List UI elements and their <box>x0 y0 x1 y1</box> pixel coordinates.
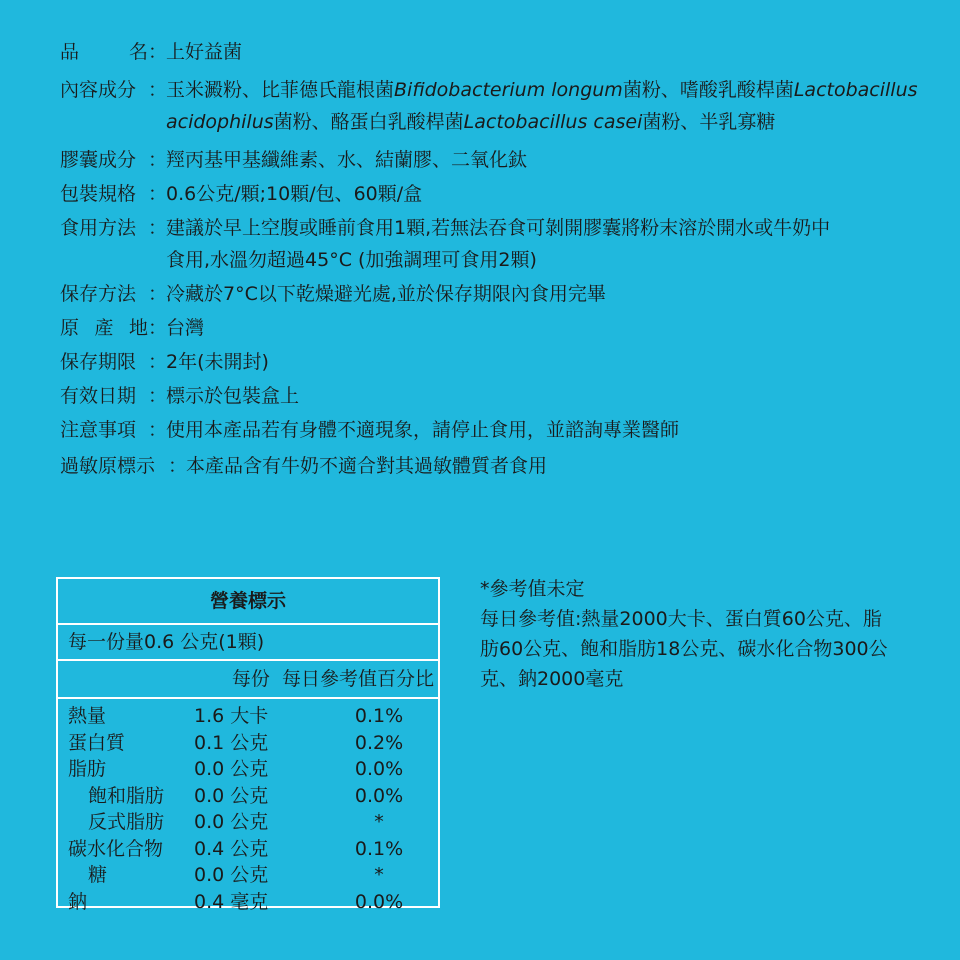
label-usage: 食用方法 <box>60 217 137 239</box>
ingredients-italic-3: acidophilus <box>166 111 274 133</box>
label-name-b: 名 <box>128 41 148 63</box>
allergen-value: 本產品含有牛奶不適合對其過敏體質者食用 <box>186 455 548 477</box>
label-allergen: 過敏原標示 <box>60 455 156 477</box>
nutrition-row <box>58 809 438 836</box>
label-name-a: 品 <box>60 41 80 63</box>
colon: ： <box>148 183 168 205</box>
shelf-life-value: 2年(未開封) <box>166 351 269 373</box>
expiry-value: 標示於包裝盒上 <box>166 385 300 407</box>
nutrient-name: 脂肪 <box>68 758 107 780</box>
nutrient-percent: 0.1% <box>354 705 404 727</box>
nutrient-amount: 0.4 毫克 <box>194 890 269 913</box>
nutrition-row <box>58 836 438 863</box>
ingredients-italic-1: Bifidobacterium longum <box>394 79 623 101</box>
capsule-value: 羥丙基甲基纖維素、水、結蘭膠、二氧化鈦 <box>166 149 528 171</box>
notes-line-4: 克、鈉2000毫克 <box>480 668 624 690</box>
label-notice: 注意事項 <box>60 419 137 441</box>
ingredients-text-3: 菌粉、酪蛋白乳酸桿菌 <box>273 111 464 133</box>
usage-line-2: 食用,水溫勿超過45°C (加強調理可食用2顆) <box>166 249 537 271</box>
row-notice <box>60 414 930 446</box>
nutrition-column-header: 每份 每日參考值百分比 <box>58 661 438 699</box>
product-info <box>60 36 930 482</box>
label-expiry: 有效日期 <box>60 385 137 407</box>
colon: ： <box>148 149 168 171</box>
ingredients-value <box>166 74 930 138</box>
colon: ： <box>148 41 168 63</box>
nutrient-name: 碳水化合物 <box>68 837 164 860</box>
label-shelf-life: 保存期限 <box>60 351 137 373</box>
ingredients-text-1: 玉米澱粉、比菲德氏龍根菌 <box>166 79 395 101</box>
nutrient-name: 反式脂肪 <box>88 811 165 833</box>
nutrient-percent: * <box>374 811 384 833</box>
notes-line-1: *參考值未定 <box>480 578 585 600</box>
label-origin <box>60 312 148 344</box>
nutrient-percent: 0.2% <box>354 731 404 754</box>
nutrient-percent: 0.0% <box>354 758 404 780</box>
notes-line-2: 每日參考值:熱量2000大卡、蛋白質60公克、脂 <box>480 608 882 630</box>
nutrient-name: 蛋白質 <box>68 731 126 754</box>
label-origin-a: 原 <box>60 317 80 339</box>
nutrient-amount: 0.0 公克 <box>194 811 269 833</box>
nutrition-row <box>58 862 438 889</box>
origin-value: 台灣 <box>166 317 205 339</box>
usage-line-1: 建議於早上空腹或睡前食用1顆,若無法吞食可剝開膠囊將粉末溶於開水或牛奶中 <box>166 217 831 239</box>
nutrition-row <box>58 730 438 757</box>
ingredients-text-4: 菌粉、半乳寡糖 <box>642 111 776 133</box>
nutrient-percent: 0.0% <box>354 890 404 913</box>
ingredients-text-2: 菌粉、嗜酸乳酸桿菌 <box>622 79 794 101</box>
nutrient-amount: 0.0 公克 <box>194 864 269 886</box>
nutrition-row <box>58 703 438 730</box>
row-ingredients <box>60 74 930 138</box>
colon: ： <box>148 79 168 101</box>
notice-value: 使用本產品若有身體不適現象，請停止食用，並諮詢專業醫師 <box>166 419 680 441</box>
row-package <box>60 178 930 210</box>
label-origin-b: 產 <box>94 317 114 339</box>
row-shelf-life <box>60 346 930 378</box>
nutrient-percent: 0.1% <box>354 837 404 860</box>
row-usage <box>60 212 930 276</box>
nutrition-row <box>58 756 438 783</box>
nutrition-title: 營養標示 <box>58 579 438 625</box>
label-ingredients: 內容成分 <box>60 79 137 101</box>
nutrient-percent: 0.0% <box>354 784 404 807</box>
ingredients-italic-2: Lactobacillus <box>793 79 918 101</box>
row-allergen <box>60 450 930 482</box>
nutrient-name: 糖 <box>88 864 108 886</box>
row-name <box>60 36 930 68</box>
ingredients-italic-4: Lactobacillus casei <box>463 111 643 133</box>
nutrient-amount: 0.0 公克 <box>194 784 269 807</box>
nutrient-amount: 1.6 大卡 <box>194 705 269 727</box>
colon: ： <box>148 385 168 407</box>
colon: ： <box>148 419 168 441</box>
row-capsule <box>60 144 930 176</box>
nutrient-percent: * <box>374 864 384 886</box>
label-name <box>60 36 148 68</box>
row-origin <box>60 312 930 344</box>
reference-notes <box>480 574 920 694</box>
colon: ： <box>168 455 188 477</box>
colon: ： <box>148 351 168 373</box>
nutrient-name: 鈉 <box>68 890 88 913</box>
nutrient-name: 飽和脂肪 <box>88 784 165 807</box>
nutrient-amount: 0.0 公克 <box>194 758 269 780</box>
colon: ： <box>148 283 168 305</box>
colon: ： <box>148 317 168 339</box>
nutrition-table <box>56 577 440 913</box>
product-name: 上好益菌 <box>166 41 243 63</box>
nutrient-amount: 0.1 公克 <box>194 731 269 754</box>
nutrition-row <box>58 889 438 916</box>
nutrition-row <box>58 783 438 810</box>
storage-value: 冷藏於7°C以下乾燥避光處,並於保存期限內食用完畢 <box>166 283 606 305</box>
label-storage: 保存方法 <box>60 283 137 305</box>
row-storage <box>60 278 930 310</box>
label-package: 包裝規格 <box>60 183 137 205</box>
serving-size: 每一份量0.6 公克(1顆) <box>58 625 438 661</box>
label-origin-c: 地 <box>128 317 148 339</box>
colon: ： <box>148 217 168 239</box>
usage-value <box>166 212 930 276</box>
row-expiry <box>60 380 930 412</box>
package-value: 0.6公克/顆;10顆/包、60顆/盒 <box>166 183 423 205</box>
nutrition-items <box>58 699 438 915</box>
label-capsule: 膠囊成分 <box>60 149 137 171</box>
nutrient-name: 熱量 <box>68 705 107 727</box>
notes-line-3: 肪60公克、飽和脂肪18公克、碳水化合物300公 <box>480 638 888 660</box>
nutrient-amount: 0.4 公克 <box>194 837 269 860</box>
